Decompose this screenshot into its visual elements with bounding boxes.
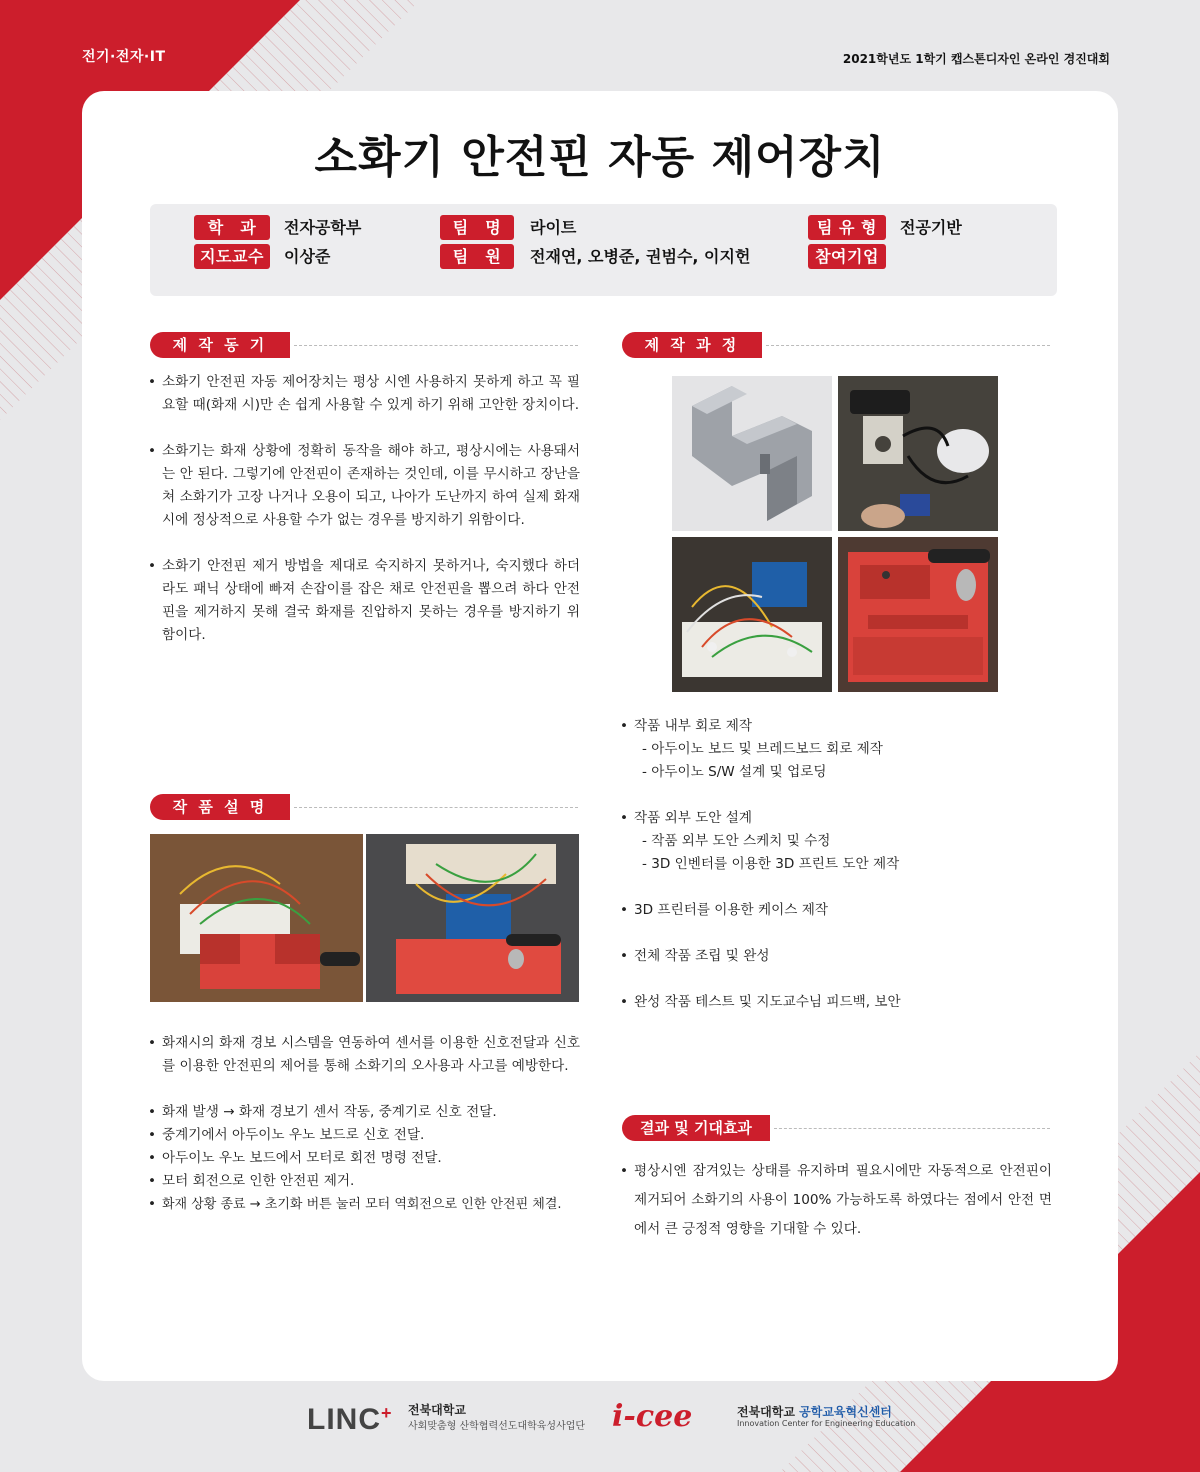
process-divider [766, 345, 1050, 347]
list-item: • 작품 외부 도안 설계 [620, 807, 1060, 830]
motivation-heading: 제 작 동 기 [150, 332, 290, 358]
list-item: • 화재 발생 → 화재 경보기 센서 작동, 중계기로 신호 전달. [148, 1101, 580, 1124]
breadboard-photo [672, 537, 832, 692]
team-tag: 팀 명 [440, 215, 514, 240]
result-list [620, 1157, 1052, 1244]
cad-model-photo [672, 376, 832, 531]
footer [0, 1395, 1200, 1445]
contest-name: 2021학년도 1학기 캡스톤디자인 온라인 경진대회 [842, 52, 1110, 66]
bullet-icon: • [148, 558, 157, 574]
description-list [148, 1032, 580, 1216]
advisor-value: 이상준 [284, 247, 331, 266]
icee-center-english: Innovation Center for Engineering Education [737, 1419, 916, 1428]
result-heading: 결과 및 기대효과 [622, 1115, 770, 1141]
linc-university-name: 전북대학교 [408, 1403, 466, 1417]
process-list [620, 715, 1060, 1014]
dept-tag: 학 과 [194, 215, 270, 240]
case-photo [838, 537, 998, 692]
motivation-divider [294, 345, 578, 347]
list-item: • 아두이노 우노 보드에서 모터로 회전 명령 전달. [148, 1147, 580, 1170]
icee-logo: i-cee [612, 1399, 693, 1434]
members-tag: 팀 원 [440, 244, 514, 269]
list-item: • 화재 상황 종료 → 초기화 버튼 눌러 모터 역회전으로 인한 안전핀 체결. [148, 1193, 580, 1216]
team-type-tag: 팀 유 형 [808, 215, 886, 240]
team-type-value: 전공기반 [900, 218, 962, 237]
motivation-list [148, 371, 580, 647]
list-item: • 중계기에서 아두이노 우노 보드로 신호 전달. [148, 1124, 580, 1147]
bullet-icon: • [620, 902, 629, 918]
list-item: • 3D 프린터를 이용한 케이스 제작 [620, 899, 1060, 922]
sub-item: - 아두이노 보드 및 브레드보드 회로 제작 [642, 741, 883, 757]
sub-item: - 작품 외부 도안 스케치 및 수정 [642, 833, 831, 849]
team-info-box [150, 204, 1057, 296]
plus-icon: + [381, 1403, 393, 1423]
list-item: • 전체 작품 조립 및 완성 [620, 945, 1060, 968]
process-heading: 제 작 과 정 [622, 332, 762, 358]
linc-logo: LINC+ [307, 1403, 393, 1436]
bullet-icon: • [620, 994, 629, 1010]
bullet-icon: • [148, 1035, 157, 1051]
list-item: • 작품 내부 회로 제작 [620, 715, 1060, 738]
prototype-photo-1 [150, 834, 363, 1002]
bullet-icon: • [148, 443, 157, 459]
category-label: 전기·전자·IT [82, 49, 166, 65]
bullet-icon: • [148, 374, 157, 390]
bullet-icon: • [148, 1127, 157, 1143]
dept-value: 전자공학부 [284, 218, 362, 237]
description-heading: 작 품 설 명 [150, 794, 290, 820]
list-item: • 화재시의 화재 경보 시스템을 연동하여 센서를 이용한 신호전달과 신호를 이용한 안전핀의 제어를 통해 소화기의 오사용과 사고를 예방한다. [148, 1032, 580, 1078]
members-value: 전재연, 오병준, 권범수, 이지헌 [530, 247, 751, 266]
bullet-icon: • [148, 1173, 157, 1189]
sub-item: - 아두이노 S/W 설계 및 업로딩 [642, 764, 827, 780]
poster-title: 소화기 안전핀 자동 제어장치 [314, 132, 886, 183]
advisor-tag: 지도교수 [194, 244, 270, 269]
list-item: • 소화기 안전핀 제거 방법을 제대로 숙지하지 못하거나, 숙지했다 하더라도 패닉 상태에 빠져 손잡이를 잡은 채로 안전핀을 뽑으려 하다 안전핀을 제거하지 못해 결국 화재를 진압하지 못하는 경우를 방지하기 위함이다. [148, 555, 580, 647]
bullet-icon: • [620, 718, 629, 734]
bullet-icon: • [620, 810, 629, 826]
sensor-photo [838, 376, 998, 531]
bullet-icon: • [148, 1150, 157, 1166]
linc-program-name: 사회맞춤형 산학협력선도대학육성사업단 [408, 1421, 586, 1432]
list-item: • 소화기는 화재 상황에 정확히 동작을 해야 하고, 평상시에는 사용돼서는 안 된다. 그렇기에 안전핀이 존재하는 것인데, 이를 무시하고 장난을 쳐 소화기가 고장 나거나 오용이 되고, 나아가 도난까지 하여 실제 화재 시에 정상적으로 사용할 수가 없는 경우를 방지하기 위함이다. [148, 440, 580, 532]
list-item: • 모터 회전으로 인한 안전핀 제거. [148, 1170, 580, 1193]
description-divider [294, 807, 578, 809]
bullet-icon: • [620, 948, 629, 964]
result-divider [774, 1128, 1050, 1130]
team-value: 라이트 [530, 218, 577, 237]
poster-card [82, 91, 1118, 1381]
icee-center-name: 전북대학교 공학교육혁신센터 [737, 1405, 892, 1419]
prototype-photo-2 [366, 834, 579, 1002]
company-tag: 참여기업 [808, 244, 886, 269]
list-item: • 소화기 안전핀 자동 제어장치는 평상 시엔 사용하지 못하게 하고 꼭 필요할 때(화재 시)만 손 쉽게 사용할 수 있게 하기 위해 고안한 장치이다. [148, 371, 580, 417]
bullet-icon: • [620, 1163, 629, 1179]
list-item: • 완성 작품 테스트 및 지도교수님 피드백, 보안 [620, 991, 1060, 1014]
bullet-icon: • [148, 1196, 157, 1212]
list-item: • 평상시엔 잠겨있는 상태를 유지하며 필요시에만 자동적으로 안전핀이 제거되어 소화기의 사용이 100% 가능하도록 하였다는 점에서 안전 면에서 큰 긍정적 영향을 기대할 수 있다. [620, 1157, 1052, 1244]
bullet-icon: • [148, 1104, 157, 1120]
sub-item: - 3D 인벤터를 이용한 3D 프린트 도안 제작 [642, 856, 900, 872]
